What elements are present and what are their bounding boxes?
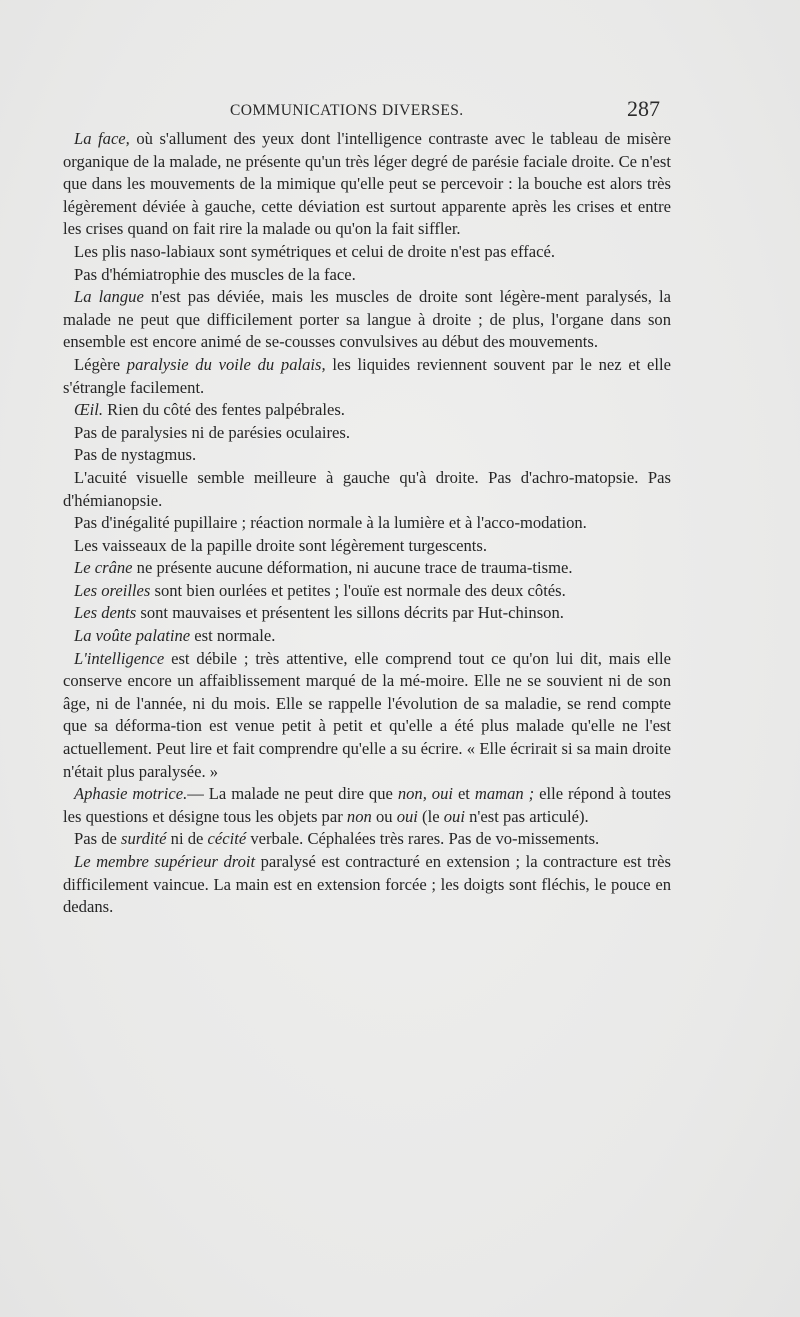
- italic-word: oui: [396, 806, 418, 826]
- paragraph-voute: [63, 625, 671, 648]
- running-title: COMMUNICATIONS DIVERSES.: [230, 102, 464, 119]
- paragraph-lead: Aphasie motrice.: [74, 784, 188, 804]
- paragraph-text: où s'allument des yeux dont l'intelligence contraste avec le tableau de misère organique de la malade, ne présente qu'un très léger degré de parésie faciale droite. Ce n'est que dans les mouvements de la mimique qu'elle peut se percevoir : la bouche est alors très légèrement déviée à gauche, cette déviation est surtout apparente après les crises et entre les crises quand on fait rire la malade ou qu'on la fait siffler.: [63, 129, 671, 239]
- paragraph-lead: La voûte palatine: [74, 626, 191, 646]
- paragraph-text: Pas d'hémiatrophie des muscles de la face.: [74, 264, 356, 284]
- paragraph-text: sont mauvaises et présentent les sillons décrits par Hut-chinson.: [136, 603, 564, 623]
- paragraph-text: n'est pas articulé).: [464, 806, 589, 826]
- paragraph-crane: [63, 557, 671, 580]
- paragraph-text: les liquides reviennent souvent par le nez et elle s'étrangle facilement.: [63, 354, 671, 397]
- italic-word: maman ;: [474, 784, 535, 804]
- paragraph-lead: Les dents: [74, 603, 137, 623]
- paragraph-text: elle répond à toutes les questions et désigne tous les objets par: [63, 784, 671, 826]
- paragraph-langue: [63, 286, 671, 354]
- italic-word: cécité: [207, 829, 247, 849]
- paragraph-text: paralysé est contracturé en extension ; la contracture est très difficilement vaincue. La main est en extension forcée ; les doigts sont fléchis, le pouce en dedans.: [63, 852, 672, 917]
- paragraph-oeil: [63, 399, 671, 422]
- paragraph-dents: [63, 602, 671, 625]
- paragraph-lead: La langue: [74, 287, 144, 307]
- paragraph-text: sont bien ourlées et petites ; l'ouïe est normale des deux côtés.: [150, 580, 566, 600]
- paragraph-text: — La malade ne peut dire que: [187, 784, 398, 804]
- paragraph-text: et: [453, 784, 475, 804]
- paragraph-lead: paralysie du voile du palais,: [126, 354, 326, 374]
- page-header: [0, 96, 800, 120]
- paragraph-nystagmus: [63, 444, 671, 467]
- paragraph-hemiatrophie: [63, 264, 671, 287]
- paragraph-intelligence: [63, 648, 671, 784]
- paragraph-text: Les vaisseaux de la papille droite sont légèrement turgescents.: [74, 535, 488, 555]
- paragraph-text: n'est pas déviée, mais les muscles de droite sont légère-ment paralysés, la malade ne peut que difficilement porter sa langue à droite ; de plus, l'organe dans son ensemble est encore animé de se-cousses convulsives au début des mouvements.: [63, 287, 671, 352]
- paragraph-text: Pas d'inégalité pupillaire ; réaction normale à la lumière et à l'acco-modation.: [74, 513, 587, 533]
- paragraph-voile: [63, 354, 671, 399]
- paragraph-lead: Les oreilles: [74, 580, 151, 600]
- paragraph-text: Pas de nystagmus.: [74, 445, 197, 465]
- paragraph-face: [63, 128, 671, 241]
- paragraph-text: Pas de: [74, 829, 122, 849]
- paragraph-text: ou: [371, 806, 397, 826]
- paragraph-membre: [63, 851, 671, 919]
- paragraph-text: L'acuité visuelle semble meilleure à gauche qu'à droite. Pas d'achro-matopsie. Pas d'hémianopsie.: [63, 467, 671, 510]
- paragraph-acuite: [63, 467, 671, 512]
- paragraph-lead: Le membre supérieur droit: [74, 852, 256, 871]
- paragraph-aphasie: [63, 783, 671, 828]
- body-text: [63, 128, 671, 919]
- paragraph-text: Rien du côté des fentes palpébrales.: [103, 400, 345, 420]
- paragraph-pre: Légère: [74, 354, 127, 374]
- paragraph-paralysies: [63, 422, 671, 445]
- italic-word: non: [346, 806, 372, 826]
- paragraph-lead: La face,: [74, 129, 130, 148]
- paragraph-text: Les plis naso-labiaux sont symétriques et celui de droite n'est pas effacé.: [74, 241, 555, 261]
- paragraph-oreilles: [63, 580, 671, 603]
- paragraph-text: verbale. Céphalées très rares. Pas de vo-missements.: [246, 829, 600, 849]
- paragraph-plis: [63, 241, 671, 264]
- italic-word: oui: [443, 806, 465, 826]
- paragraph-text: ni de: [166, 829, 208, 849]
- paragraph-pupillaire: [63, 512, 671, 535]
- paragraph-lead: Le crâne: [74, 558, 133, 578]
- paragraph-surdite: [63, 828, 671, 851]
- paragraph-text: ne présente aucune déformation, ni aucune trace de trauma-tisme.: [132, 558, 573, 578]
- paragraph-text: Pas de paralysies ni de parésies oculaires.: [74, 422, 351, 442]
- italic-word: surdité: [121, 829, 167, 849]
- paragraph-text: est normale.: [190, 626, 276, 646]
- paragraph-text: est débile ; très attentive, elle comprend tout ce qu'on lui dit, mais elle conserve encore un affaiblissement marqué de la mé-moire. Elle ne se souvient ni de son âge, ni de l'année, ni du mois. Elle se rappelle l'évolution de sa maladie, se rend compte que sa déforma-tion est venue petit à petit et qu'elle a été plus malade qu'elle ne l'est actuellement. Peut lire et fait comprendre qu'elle a su écrire. « Elle écrirait si sa main droite n'était plus paralysée. »: [63, 648, 671, 781]
- paragraph-lead: Œil.: [74, 400, 104, 420]
- paragraph-vaisseaux: [63, 535, 671, 558]
- italic-word: non, oui: [397, 784, 453, 804]
- paragraph-lead: L'intelligence: [74, 648, 165, 668]
- page-number: 287: [627, 96, 660, 121]
- paragraph-text: (le: [417, 806, 444, 826]
